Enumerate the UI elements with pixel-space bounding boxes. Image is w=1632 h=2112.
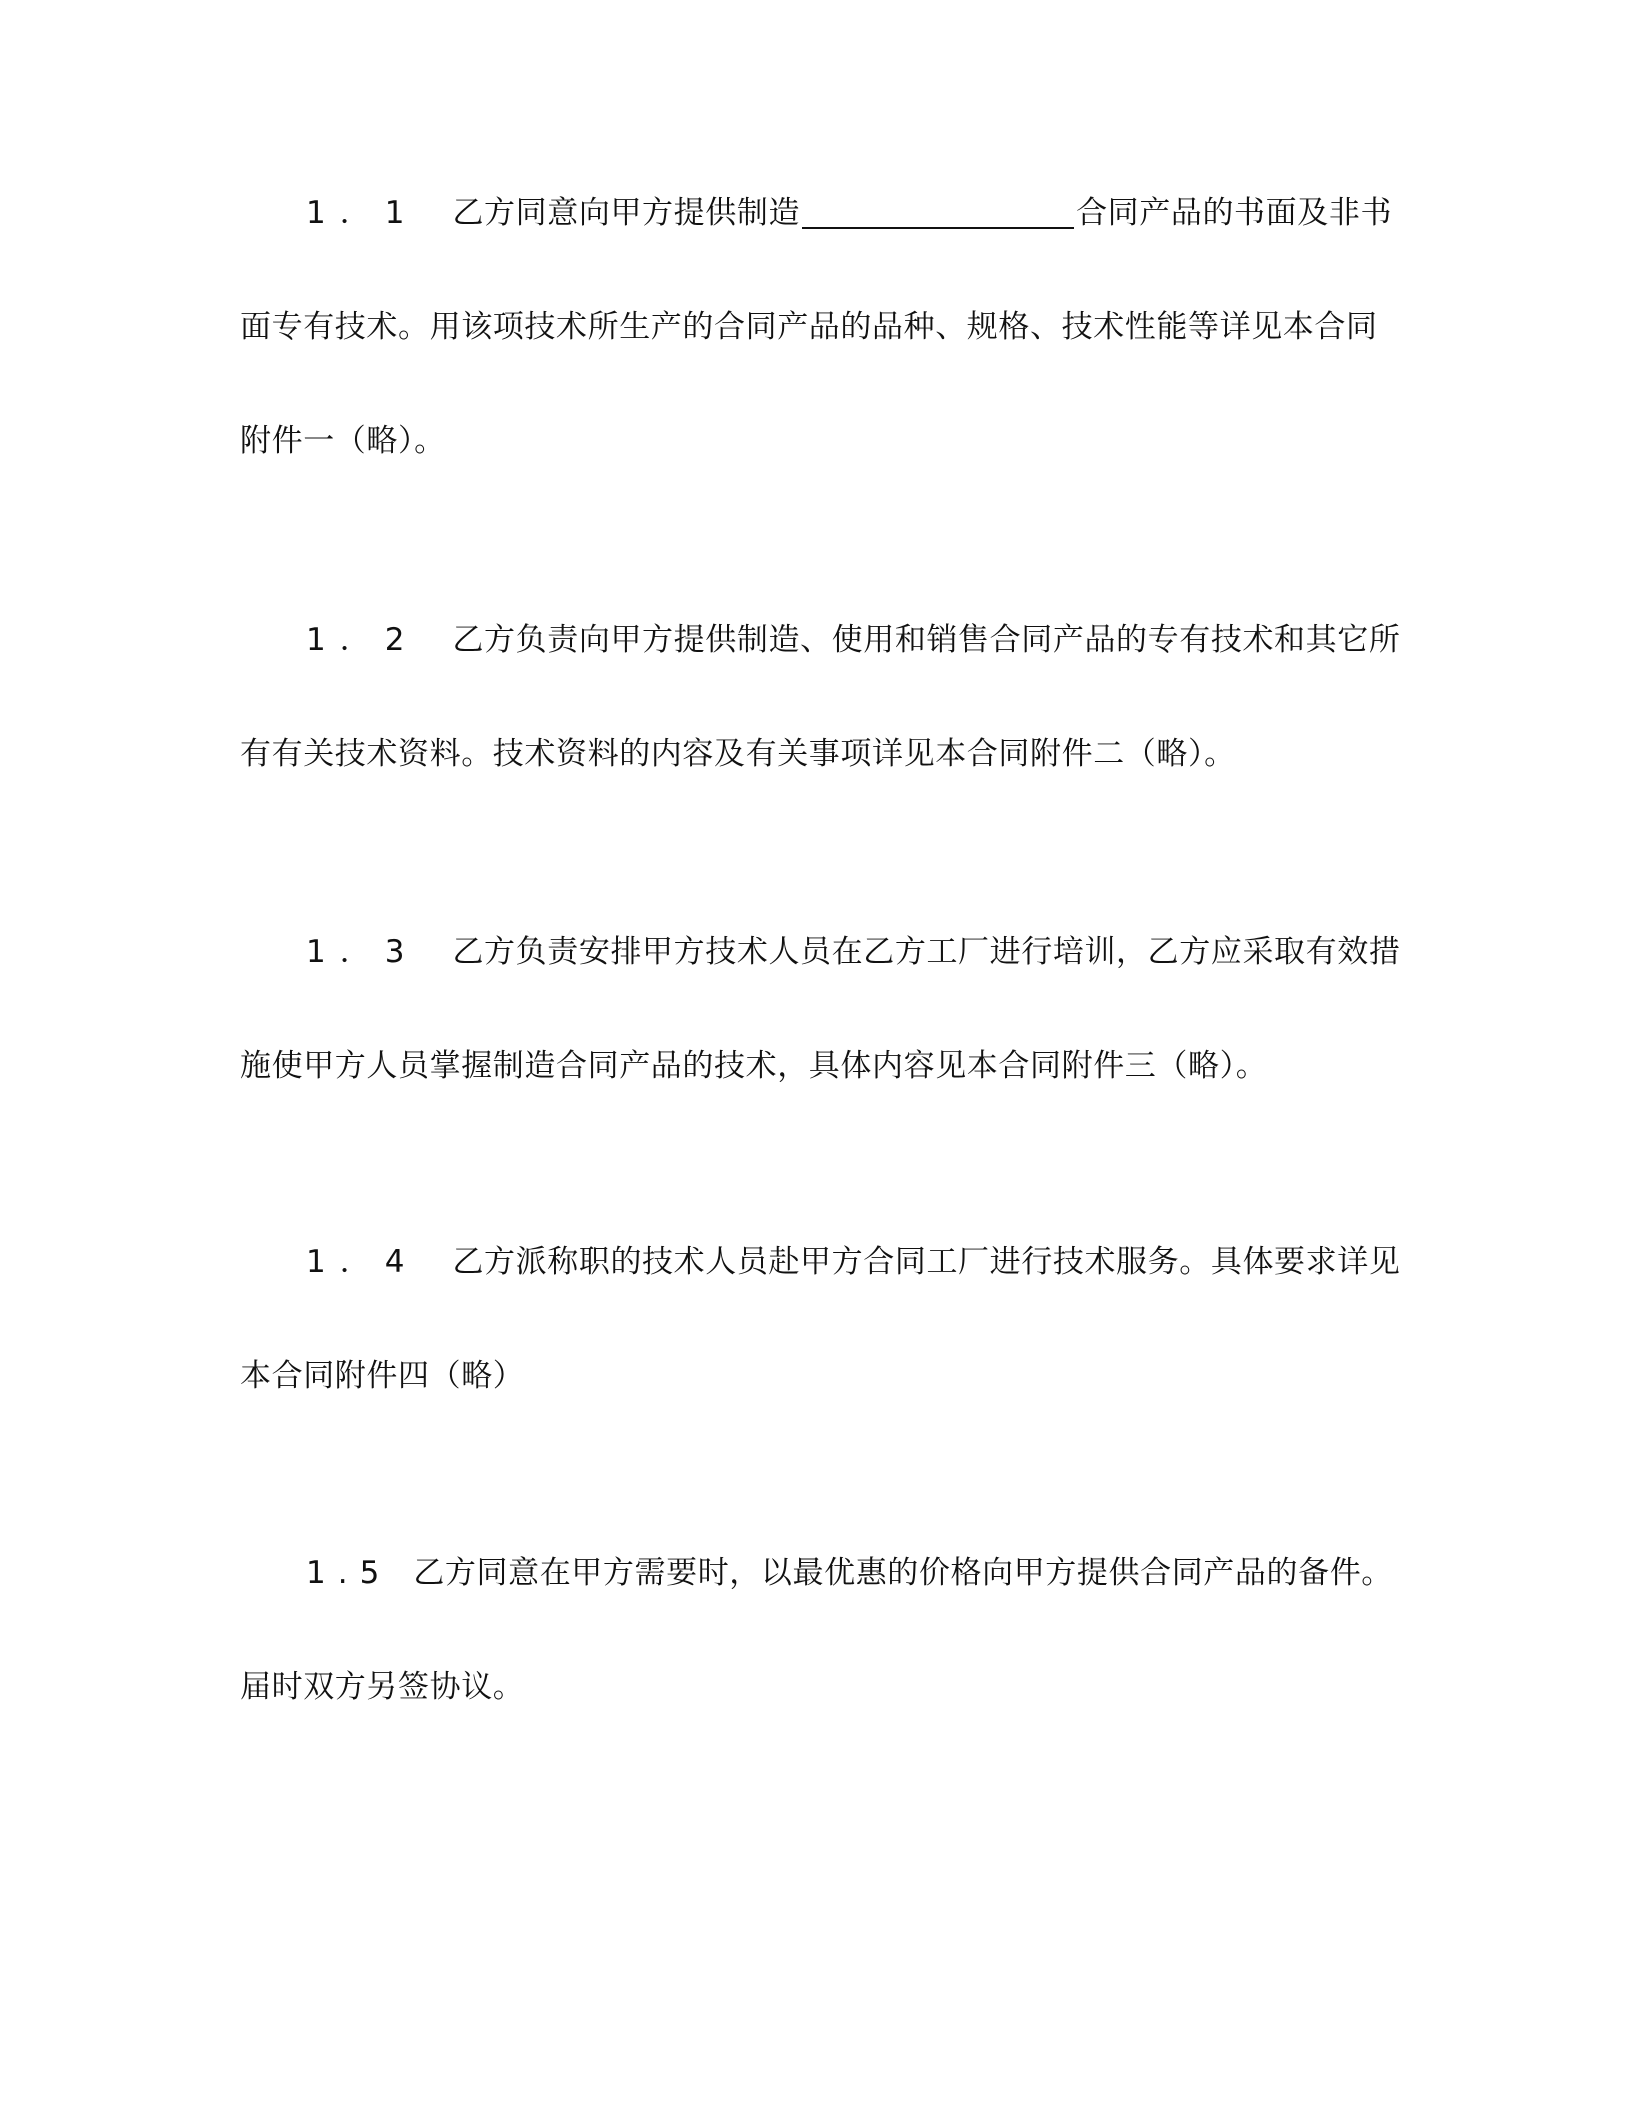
clause-text: 乙方负责向甲方提供制造、使用和销售合同产品的专有技术和其它所	[452, 622, 1401, 658]
clause-number: 1．2	[306, 622, 419, 658]
clause-text: 乙方同意在甲方需要时，以最优惠的价格向甲方提供合同产品的备件。	[413, 1555, 1393, 1591]
clause-number: 1.5	[306, 1555, 392, 1591]
clause-number: 1．4	[306, 1244, 419, 1280]
clause-text: 面专有技术。用该项技术所生产的合同产品的品种、规格、技术性能等详见本合同	[240, 309, 1378, 345]
clause-line	[240, 1667, 524, 1707]
clause-number: 1．1	[306, 195, 419, 231]
clause-line	[240, 421, 446, 461]
clause-line	[306, 193, 1392, 233]
clause-line	[240, 1046, 1267, 1086]
clause-text: 施使甲方人员掌握制造合同产品的技术，具体内容见本合同附件三（略）。	[240, 1048, 1268, 1084]
clause-line	[306, 1242, 1400, 1282]
clause-text: 届时双方另签协议。	[240, 1669, 525, 1705]
clause-text: 乙方派称职的技术人员赴甲方合同工厂进行技术服务。具体要求详见	[452, 1244, 1401, 1280]
clause-text: 有有关技术资料。技术资料的内容及有关事项详见本合同附件二（略）。	[240, 736, 1236, 772]
fill-in-blank[interactable]	[802, 197, 1074, 229]
clause-text: 合同产品的书面及非书	[1076, 195, 1393, 231]
clause-text: 乙方同意向甲方提供制造	[452, 195, 801, 231]
clause-line	[306, 620, 1400, 660]
clause-line	[240, 734, 1236, 774]
clause-line	[306, 1553, 1393, 1593]
clause-line	[240, 307, 1378, 347]
clause-line	[306, 932, 1400, 972]
clause-number: 1．3	[306, 934, 419, 970]
clause-line	[240, 1356, 524, 1396]
clause-text: 乙方负责安排甲方技术人员在乙方工厂进行培训，乙方应采取有效措	[452, 934, 1401, 970]
clause-text: 附件一（略）。	[240, 423, 446, 459]
clause-text: 本合同附件四（略）	[240, 1358, 525, 1394]
